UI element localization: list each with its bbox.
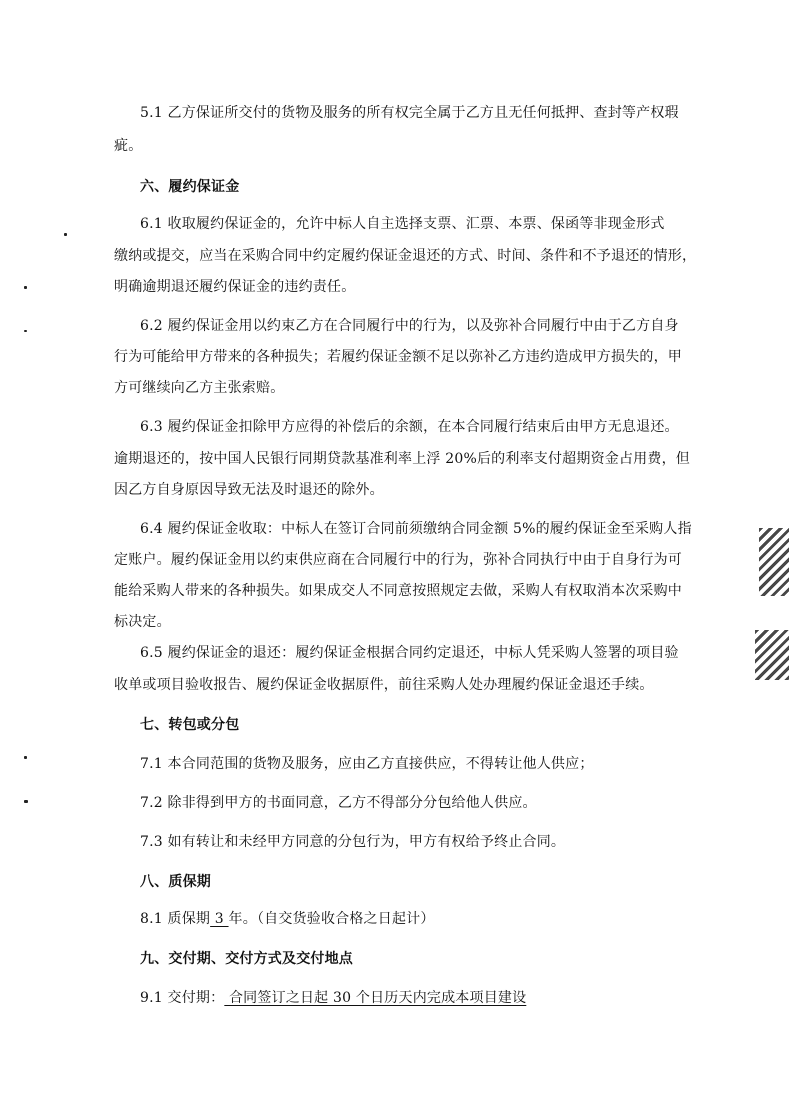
clause-7-2: 7.2 除非得到甲方的书面同意，乙方不得部分分包给他人供应。 xyxy=(140,795,537,811)
clause-6-2-line-2: 行为可能给甲方带来的各种损失；若履约保证金额不足以弥补乙方违约造成甲方损失的，甲 xyxy=(114,349,682,365)
partial-seal-stamp xyxy=(759,528,789,596)
clause-6-2-line-3: 方可继续向乙方主张索赔。 xyxy=(114,380,285,396)
clause-6-5-line-2: 收单或项目验收报告、履约保证金收据原件，前往采购人处办理履约保证金退还手续。 xyxy=(114,677,654,693)
delivery-prefix: 9.1 交付期： xyxy=(140,990,225,1006)
section-6-heading: 六、履约保证金 xyxy=(140,179,240,195)
clause-6-4-line-4: 标决定。 xyxy=(114,614,171,630)
clause-9-1 xyxy=(140,989,700,1007)
scan-speck xyxy=(24,286,27,289)
clause-6-5-line-1: 6.5 履约保证金的退还：履约保证金根据合同约定退还，中标人凭采购人签署的项目验 xyxy=(140,645,679,661)
warranty-prefix: 8.1 质保期 xyxy=(140,911,211,927)
delivery-period: 合同签订之日起 30 个日历天内完成本项目建设 xyxy=(224,990,527,1006)
clause-6-4-line-3: 能给采购人带来的各种损失。如果成交人不同意按照规定去做，采购人有权取消本次采购中 xyxy=(114,583,682,599)
clause-6-4-line-1: 6.4 履约保证金收取：中标人在签订合同前须缴纳合同金额 5%的履约保证金至采购人指 xyxy=(140,521,692,537)
scan-speck xyxy=(24,800,28,803)
partial-seal-stamp xyxy=(755,630,789,680)
clause-6-4-line-2: 定账户。履约保证金用以约束供应商在合同履行中的行为，弥补合同执行中由于自身行为可 xyxy=(114,552,682,568)
scan-speck xyxy=(64,233,67,236)
clause-6-3-line-2: 逾期退还的，按中国人民银行同期贷款基准利率上浮 20%后的利率支付超期资金占用费，但 xyxy=(114,451,690,467)
scan-speck xyxy=(24,330,27,332)
section-8-heading: 八、质保期 xyxy=(140,874,211,890)
clause-5-1-line-1: 5.1 乙方保证所交付的货物及服务的所有权完全属于乙方且无任何抵押、查封等产权瑕 xyxy=(140,105,679,121)
clause-8-1 xyxy=(140,910,700,928)
clause-6-3-line-3: 因乙方自身原因导致无法及时退还的除外。 xyxy=(114,482,384,498)
clause-7-1: 7.1 本合同范围的货物及服务，应由乙方直接供应，不得转让他人供应； xyxy=(140,756,594,772)
clause-7-3: 7.3 如有转让和未经甲方同意的分包行为，甲方有权给予终止合同。 xyxy=(140,834,566,850)
clause-6-3-line-1: 6.3 履约保证金扣除甲方应得的补偿后的余额，在本合同履行结束后由甲方无息退还。 xyxy=(140,419,679,435)
clause-5-1-line-2: 疵。 xyxy=(114,138,143,154)
clause-6-1-line-1: 6.1 收取履约保证金的，允许中标人自主选择支票、汇票、本票、保函等非现金形式 xyxy=(140,216,665,232)
clause-6-2-line-1: 6.2 履约保证金用以约束乙方在合同履行中的行为，以及弥补合同履行中由于乙方自身 xyxy=(140,318,679,334)
clause-6-1-line-3: 明确逾期退还履约保证金的违约责任。 xyxy=(114,279,356,295)
warranty-suffix: 年。（自交货验收合格之日起计） xyxy=(228,911,435,927)
scan-speck xyxy=(24,756,27,759)
clause-6-1-line-2: 缴纳或提交，应当在采购合同中约定履约保证金退还的方式、时间、条件和不予退还的情形， xyxy=(114,248,697,264)
section-7-heading: 七、转包或分包 xyxy=(140,717,240,733)
warranty-years: 3 xyxy=(210,911,229,927)
section-9-heading: 九、交付期、交付方式及交付地点 xyxy=(140,951,353,967)
